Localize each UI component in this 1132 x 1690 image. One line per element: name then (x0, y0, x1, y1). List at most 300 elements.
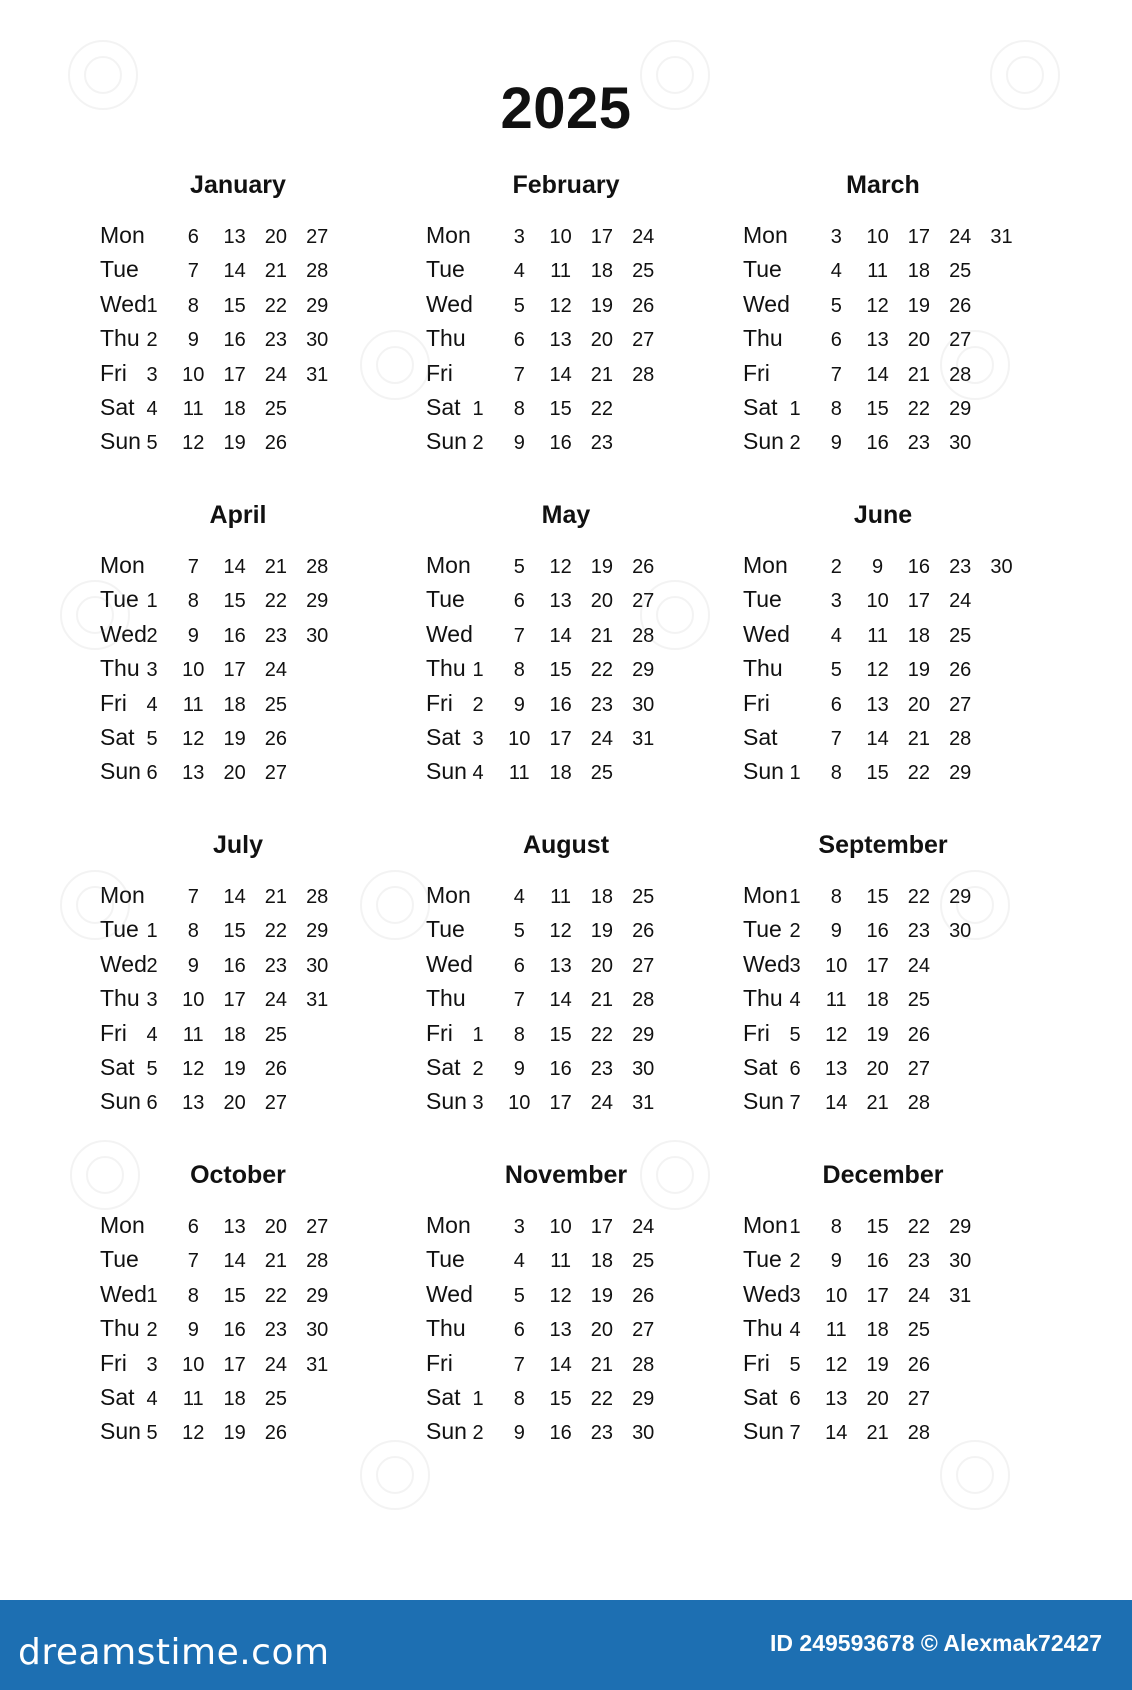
date-cell: 14 (549, 363, 572, 386)
day-label: Fri (743, 1019, 770, 1046)
date-cell: 2 (146, 954, 158, 977)
day-row (100, 289, 420, 323)
date-cell: 10 (182, 1353, 205, 1376)
date-cell: 17 (549, 1092, 572, 1115)
day-row (100, 1348, 420, 1382)
date-cell: 8 (830, 398, 842, 420)
date-cell: 2 (789, 432, 801, 455)
date-cell: 16 (223, 954, 246, 977)
date-cell: 19 (590, 1284, 614, 1307)
day-label: Mon (743, 1212, 788, 1238)
day-row (743, 584, 1063, 618)
date-cell: 12 (825, 1353, 848, 1376)
date-cell: 30 (632, 693, 655, 716)
watermark-footer (0, 1600, 1132, 1690)
month-title: July (212, 831, 264, 859)
day-label: Sat (743, 394, 778, 420)
day-label: Mon (426, 1212, 471, 1238)
date-cell: 24 (632, 226, 655, 248)
day-label: Wed (426, 1280, 473, 1307)
day-label: Mon (743, 552, 788, 578)
month-march (743, 170, 1063, 470)
day-row (100, 1382, 420, 1416)
date-cell: 3 (146, 1353, 158, 1376)
date-cell: 24 (590, 1092, 614, 1115)
date-cell: 26 (907, 1353, 931, 1376)
day-row (426, 323, 746, 357)
day-label: Wed (743, 1280, 790, 1307)
date-cell: 20 (590, 590, 614, 613)
month-title: September (818, 831, 948, 859)
date-cell: 29 (632, 659, 655, 682)
date-cell: 8 (513, 1388, 525, 1410)
date-cell: 9 (830, 1250, 842, 1273)
date-cell: 2 (830, 556, 842, 578)
date-cell: 2 (789, 920, 801, 943)
day-row (426, 653, 746, 687)
date-cell: 30 (990, 556, 1013, 578)
date-cell: 14 (866, 363, 889, 386)
date-cell: 17 (223, 363, 246, 386)
date-cell: 6 (146, 1092, 158, 1115)
day-row (426, 688, 746, 722)
date-cell: 21 (866, 1092, 889, 1115)
date-cell: 13 (223, 1216, 246, 1238)
day-row (426, 914, 746, 948)
date-cell: 18 (907, 624, 931, 647)
date-cell: 18 (223, 1388, 246, 1410)
day-label: Thu (100, 325, 140, 352)
watermark-swirl-icon (940, 1440, 1010, 1510)
date-cell: 22 (907, 762, 931, 785)
date-cell: 24 (907, 954, 931, 977)
day-label: Wed (743, 620, 790, 647)
date-cell: 15 (866, 886, 889, 908)
date-cell: 25 (907, 1319, 931, 1342)
day-label: Sun (426, 428, 467, 455)
date-cell: 23 (907, 920, 931, 943)
day-label: Thu (426, 325, 466, 352)
date-cell: 13 (549, 329, 572, 352)
date-cell: 10 (508, 1092, 531, 1115)
day-row (100, 1210, 420, 1244)
date-cell: 22 (590, 398, 614, 420)
day-row (743, 1018, 1063, 1052)
date-cell: 18 (866, 989, 889, 1012)
date-cell: 29 (306, 294, 329, 317)
date-cell: 11 (550, 886, 571, 908)
day-label: Tue (743, 586, 782, 613)
date-cell: 13 (182, 1092, 205, 1115)
date-cell: 29 (306, 920, 329, 943)
date-cell: 10 (549, 226, 572, 248)
date-cell: 20 (590, 329, 614, 352)
date-cell: 31 (632, 1092, 655, 1115)
date-cell: 10 (508, 728, 531, 750)
watermark-swirl-icon (60, 870, 130, 940)
day-label: Tue (426, 256, 465, 283)
date-cell: 28 (306, 260, 329, 283)
date-cell: 18 (223, 1023, 246, 1046)
date-cell: 30 (949, 432, 972, 455)
date-cell: 8 (187, 590, 199, 613)
date-cell: 15 (223, 294, 246, 317)
day-row (426, 220, 746, 254)
watermark-swirl-icon (940, 330, 1010, 400)
date-cell: 16 (549, 432, 572, 455)
date-cell: 27 (264, 1092, 288, 1115)
date-cell: 28 (306, 886, 329, 908)
date-cell: 8 (513, 398, 525, 420)
date-cell: 1 (789, 398, 801, 420)
day-label: Wed (100, 950, 147, 977)
day-label: Thu (100, 655, 140, 682)
date-cell: 1 (146, 590, 158, 613)
date-cell: 12 (182, 432, 205, 455)
date-cell: 3 (513, 1216, 525, 1238)
day-label: Sat (100, 724, 135, 750)
date-cell: 9 (513, 1058, 525, 1080)
date-cell: 28 (632, 624, 655, 647)
date-cell: 4 (513, 260, 525, 283)
date-cell: 25 (949, 624, 972, 647)
watermark-swirl-icon (60, 580, 130, 650)
day-row (426, 1416, 746, 1450)
date-cell: 21 (264, 886, 288, 908)
date-cell: 16 (866, 1250, 889, 1273)
watermark-swirl-icon (640, 40, 710, 110)
date-cell: 4 (146, 693, 158, 716)
day-row (426, 1210, 746, 1244)
day-row (100, 1018, 420, 1052)
day-label: Sun (743, 758, 784, 785)
date-cell: 4 (830, 260, 842, 283)
date-cell: 1 (146, 1284, 158, 1307)
day-label: Sun (100, 428, 141, 455)
date-cell: 9 (830, 920, 842, 943)
day-row (100, 722, 420, 756)
date-cell: 14 (223, 886, 246, 908)
date-cell: 11 (182, 693, 204, 716)
month-title: December (822, 1161, 944, 1189)
date-cell: 25 (590, 762, 614, 785)
date-cell: 29 (632, 1023, 655, 1046)
day-label: Tue (100, 1246, 139, 1273)
date-cell: 5 (146, 432, 158, 455)
date-cell: 14 (223, 260, 246, 283)
day-row (743, 289, 1063, 323)
day-label: Tue (743, 1246, 782, 1273)
date-cell: 10 (866, 590, 889, 613)
date-cell: 16 (549, 1058, 572, 1080)
date-cell: 4 (830, 624, 842, 647)
date-cell: 19 (590, 294, 614, 317)
date-cell: 16 (223, 1319, 246, 1342)
day-label: Sun (100, 1418, 141, 1445)
date-cell: 27 (632, 590, 655, 613)
day-label: Fri (426, 1019, 453, 1046)
day-label: Tue (426, 1246, 465, 1273)
date-cell: 24 (949, 590, 972, 613)
day-label: Tue (743, 916, 782, 943)
day-row (426, 880, 746, 914)
date-cell: 18 (866, 1319, 889, 1342)
month-september (743, 830, 1063, 1130)
day-row (743, 1086, 1063, 1120)
date-cell: 26 (949, 659, 972, 682)
day-row (743, 254, 1063, 288)
day-row (743, 1210, 1063, 1244)
date-cell: 11 (550, 1250, 571, 1273)
day-row (100, 653, 420, 687)
date-cell: 14 (223, 556, 246, 578)
date-cell: 17 (866, 1284, 889, 1307)
watermark-swirl-icon (640, 1140, 710, 1210)
date-cell: 5 (513, 556, 525, 578)
date-cell: 23 (264, 329, 288, 352)
day-label: Sat (426, 1054, 461, 1080)
day-row (426, 949, 746, 983)
date-cell: 8 (830, 886, 842, 908)
date-cell: 7 (187, 886, 199, 908)
date-cell: 17 (223, 989, 246, 1012)
day-label: Tue (743, 256, 782, 283)
date-cell: 21 (264, 1250, 288, 1273)
date-cell: 29 (949, 398, 972, 420)
date-cell: 31 (306, 989, 329, 1012)
date-cell: 6 (187, 1216, 199, 1238)
day-row (426, 550, 746, 584)
day-label: Wed (426, 950, 473, 977)
date-cell: 8 (830, 762, 842, 785)
day-label: Sat (426, 1384, 461, 1410)
date-cell: 7 (187, 556, 199, 578)
day-row (743, 1416, 1063, 1450)
date-cell: 27 (264, 762, 288, 785)
day-row (426, 1382, 746, 1416)
date-cell: 6 (187, 226, 199, 248)
date-cell: 30 (949, 920, 972, 943)
date-cell: 3 (472, 728, 484, 750)
date-cell: 20 (590, 1319, 614, 1342)
date-cell: 25 (907, 989, 931, 1012)
date-cell: 25 (264, 1388, 288, 1410)
date-cell: 15 (223, 1284, 246, 1307)
date-cell: 24 (949, 226, 972, 248)
date-cell: 23 (590, 1058, 614, 1080)
date-cell: 23 (264, 624, 288, 647)
date-cell: 3 (472, 1092, 484, 1115)
day-label: Mon (100, 222, 145, 248)
date-cell: 10 (182, 363, 205, 386)
date-cell: 30 (632, 1422, 655, 1445)
day-label: Fri (743, 1349, 770, 1376)
date-cell: 29 (632, 1388, 655, 1410)
date-cell: 19 (223, 1422, 246, 1445)
date-cell: 9 (187, 954, 199, 977)
date-cell: 19 (590, 920, 614, 943)
day-label: Sat (743, 724, 778, 750)
day-row (426, 1052, 746, 1086)
date-cell: 5 (146, 728, 158, 750)
date-cell: 16 (907, 556, 931, 578)
date-cell: 11 (508, 762, 530, 785)
day-row (100, 426, 420, 460)
date-cell: 4 (472, 762, 484, 785)
date-cell: 6 (830, 329, 842, 352)
day-row (743, 722, 1063, 756)
date-cell: 16 (866, 432, 889, 455)
date-cell: 30 (306, 329, 329, 352)
date-cell: 31 (990, 226, 1013, 248)
day-label: Thu (100, 1315, 140, 1342)
date-cell: 9 (513, 1422, 525, 1445)
day-label: Sun (426, 1088, 467, 1115)
date-cell: 26 (264, 432, 288, 455)
day-row (100, 983, 420, 1017)
date-cell: 22 (590, 1388, 614, 1410)
day-label: Fri (426, 689, 453, 716)
date-cell: 16 (223, 624, 246, 647)
date-cell: 6 (146, 762, 158, 785)
day-label: Thu (100, 985, 140, 1012)
date-cell: 12 (182, 1058, 205, 1080)
day-label: Sun (743, 1418, 784, 1445)
day-row (100, 688, 420, 722)
date-cell: 26 (907, 1023, 931, 1046)
date-cell: 13 (549, 954, 572, 977)
day-row (743, 1382, 1063, 1416)
day-label: Tue (426, 586, 465, 613)
day-label: Wed (100, 290, 147, 317)
date-cell: 28 (907, 1092, 931, 1115)
day-label: Wed (100, 620, 147, 647)
date-cell: 2 (146, 329, 158, 352)
day-label: Fri (426, 359, 453, 386)
day-row (100, 1052, 420, 1086)
date-cell: 14 (549, 624, 572, 647)
day-label: Sun (743, 1088, 784, 1115)
date-cell: 15 (549, 1023, 572, 1046)
date-cell: 14 (866, 728, 889, 750)
date-cell: 21 (590, 363, 614, 386)
day-label: Sun (426, 758, 467, 785)
day-label: Thu (743, 325, 783, 352)
date-cell: 4 (513, 886, 525, 908)
day-row (100, 220, 420, 254)
date-cell: 5 (789, 1023, 801, 1046)
day-label: Sun (100, 1088, 141, 1115)
date-cell: 20 (223, 762, 246, 785)
date-cell: 1 (472, 1388, 484, 1410)
date-cell: 21 (866, 1422, 889, 1445)
date-cell: 12 (182, 1422, 205, 1445)
date-cell: 10 (182, 659, 205, 682)
date-cell: 4 (789, 989, 801, 1012)
watermark-swirl-icon (360, 330, 430, 400)
watermark-swirl-icon (70, 1140, 140, 1210)
date-cell: 31 (306, 363, 329, 386)
day-label: Sat (426, 394, 461, 420)
day-label: Wed (426, 290, 473, 317)
date-cell: 24 (264, 363, 288, 386)
date-cell: 1 (789, 762, 801, 785)
date-cell: 5 (513, 294, 525, 317)
date-cell: 20 (907, 329, 931, 352)
date-cell: 27 (306, 226, 329, 248)
date-cell: 27 (949, 693, 972, 716)
date-cell: 7 (830, 728, 842, 750)
date-cell: 22 (907, 398, 931, 420)
date-cell: 13 (866, 329, 889, 352)
date-cell: 24 (264, 659, 288, 682)
day-row (426, 254, 746, 288)
date-cell: 7 (513, 1353, 525, 1376)
month-title: May (541, 501, 591, 529)
day-label: Mon (100, 552, 145, 578)
date-cell: 1 (472, 398, 484, 420)
date-cell: 5 (513, 1284, 525, 1307)
date-cell: 1 (789, 886, 801, 908)
day-row (426, 1018, 746, 1052)
date-cell: 6 (789, 1388, 801, 1410)
month-february (426, 170, 746, 470)
month-title: October (190, 1161, 286, 1189)
date-cell: 13 (825, 1058, 848, 1080)
date-cell: 14 (825, 1092, 848, 1115)
date-cell: 9 (830, 432, 842, 455)
day-label: Fri (100, 359, 127, 386)
month-november (426, 1160, 746, 1460)
month-title: November (504, 1161, 628, 1189)
date-cell: 23 (264, 954, 288, 977)
date-cell: 12 (549, 1284, 572, 1307)
day-label: Wed (426, 620, 473, 647)
day-row (743, 983, 1063, 1017)
date-cell: 4 (146, 398, 158, 420)
date-cell: 18 (590, 1250, 614, 1273)
day-label: Mon (743, 222, 788, 248)
month-june (743, 500, 1063, 800)
footer-id: ID 249593678 © Alexmak72427 (770, 1630, 1102, 1656)
date-cell: 3 (789, 954, 801, 977)
date-cell: 27 (632, 954, 655, 977)
date-cell: 7 (513, 624, 525, 647)
date-cell: 8 (187, 1284, 199, 1307)
date-cell: 15 (549, 659, 572, 682)
day-row (743, 1313, 1063, 1347)
date-cell: 17 (223, 659, 246, 682)
date-cell: 2 (472, 432, 484, 455)
date-cell: 6 (513, 590, 525, 613)
date-cell: 10 (182, 989, 205, 1012)
day-label: Mon (100, 1212, 145, 1238)
day-row (426, 983, 746, 1017)
date-cell: 7 (187, 260, 199, 283)
date-cell: 13 (182, 762, 205, 785)
date-cell: 14 (825, 1422, 848, 1445)
date-cell: 5 (830, 659, 842, 682)
date-cell: 4 (146, 1388, 158, 1410)
day-label: Sat (100, 394, 135, 420)
day-label: Fri (100, 1019, 127, 1046)
day-row (743, 880, 1063, 914)
date-cell: 3 (513, 226, 525, 248)
date-cell: 19 (907, 659, 931, 682)
day-label: Fri (100, 1349, 127, 1376)
date-cell: 19 (590, 556, 614, 578)
day-row (100, 392, 420, 426)
